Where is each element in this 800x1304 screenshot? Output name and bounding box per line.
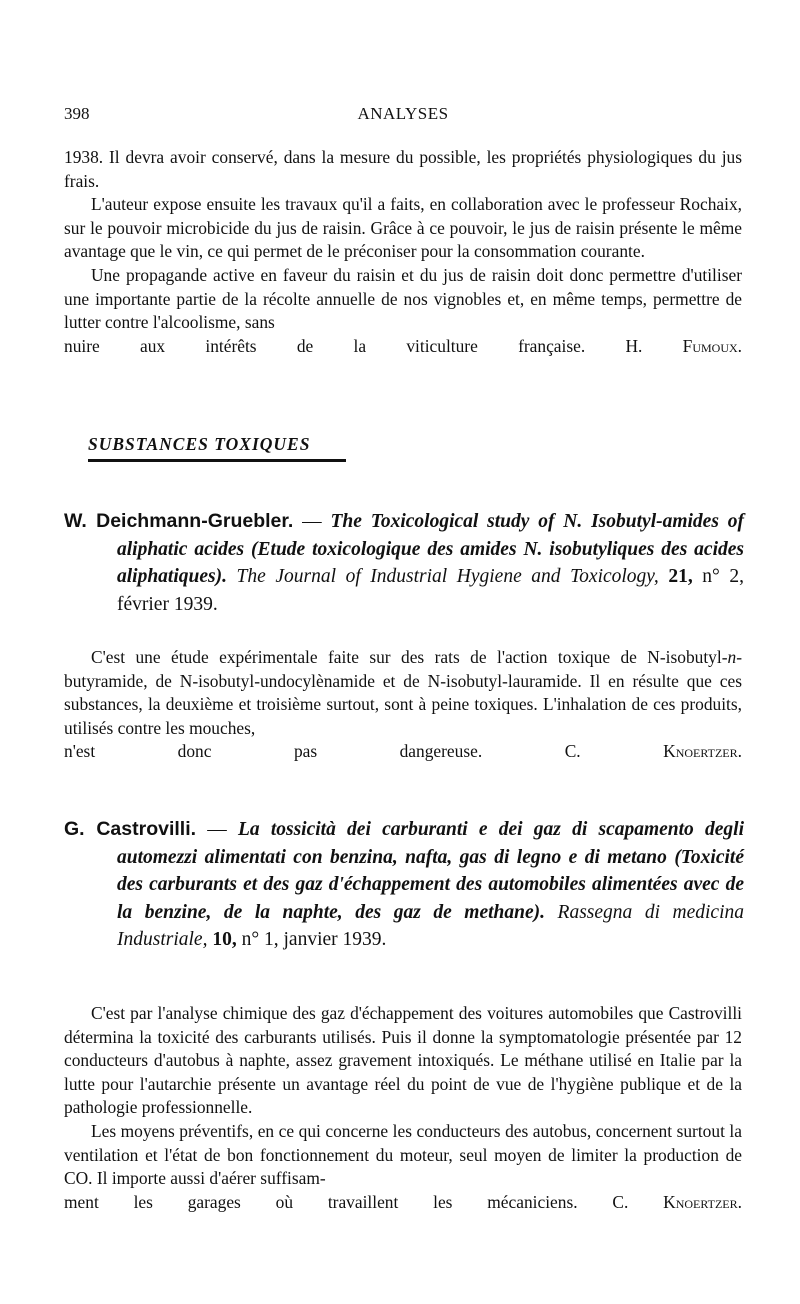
reference-author: G. Castrovilli. [64, 818, 197, 840]
abstract-castrovilli [64, 1002, 742, 1214]
abstract-text-part-1: C'est une étude expérimentale faite sur des rats de l'action toxique de N-isobutyl- [91, 647, 728, 667]
signature-knoertzer-2: C. Knoertzer. [612, 1191, 742, 1212]
abstract-signature-line [64, 740, 742, 764]
abstract-last-line: ment les garages où travaillent les mécaniciens. [64, 1191, 578, 1212]
reference-issue: n° 1, janvier 1939. [236, 929, 387, 950]
running-header [64, 104, 742, 128]
reference-issue: n° 2, février 1939. [117, 566, 744, 615]
reference-author: W. Deichmann-Gruebler. [64, 510, 294, 532]
abstract-italic-n: n [727, 647, 737, 667]
intro-paragraph-1: 1938. Il devra avoir conservé, dans la mesure du possible, les propriétés physiologiques du jus frais. [64, 147, 742, 191]
reference-title: La tossicità dei carburanti e dei gaz di scapamento degli automezzi alimentati con benzina, nafta, gas di legno e di metano (Toxicité des carburants et des gaz d'échappement des automobiles alimentées avec de la benzine, de la naphte, des gaz de methane). [117, 819, 745, 923]
intro-paragraph-2: L'auteur expose ensuite les travaux qu'il a faits, en collaboration avec le professeur Rochaix, sur le pouvoir microbicide du jus de raisin. Grâce à ce pouvoir, le jus de raisin présente le même avantage que le vin, ce qui permet de le préconiser pour la consommation courante. [64, 194, 742, 262]
intro-last-line: nuire aux intérêts de la viticulture française. [64, 335, 586, 356]
reference-dash: — [196, 819, 238, 840]
signature-knoertzer-1: C. Knoertzer. [564, 741, 742, 762]
reference-journal: The Journal of Industrial Hygiene and Toxicology, [226, 566, 659, 587]
reference-castrovilli [64, 816, 744, 954]
reference-deichmann [64, 508, 744, 618]
page-number: 398 [64, 104, 90, 123]
abstract-deichmann [64, 646, 742, 764]
abstract-last-line: n'est donc pas dangereuse. [64, 741, 483, 762]
abstract-paragraph [64, 646, 742, 740]
reference-citation [64, 508, 744, 618]
section-heading: SUBSTANCES TOXIQUES [88, 434, 346, 462]
reference-citation [64, 816, 744, 954]
abstract-paragraph-2: Les moyens préventifs, en ce qui concerne les conducteurs des autobus, concernent surtout la ventilation et l'état de bon fonctionnement du moteur, seul moyen de limiter la production de CO. Il importe aussi d'aérer suffisam- [64, 1120, 742, 1189]
intro-paragraph-3: Une propagande active en faveur du raisin et du jus de raisin doit donc permettre d'utiliser une importante partie de la récolte annuelle de nos vignobles et, en même temps, permettre de lutter contre l'alcoolisme, sans [64, 264, 742, 333]
reference-title: The Toxicological study of N. Isobutyl-amides of aliphatic acides (Etude toxicologique des amides N. isobutyliques des acides aliphatiques). [117, 511, 744, 587]
abstract-text-part-2: -butyramide, de N-isobutyl-undocylènamide et de N-isobutyl-lauramide. Il en résulte que ces substances, la deuxième et troisième surtout, sont à peine toxiques. L'inhalation de ces produits, utilisés contre les mouches, [64, 647, 742, 738]
abstract-signature-line [64, 1191, 742, 1215]
intro-signature-line [64, 335, 742, 359]
reference-dash: — [293, 511, 331, 532]
page-header-title: ANALYSES [357, 104, 449, 123]
reference-volume: 21, [658, 566, 693, 587]
reference-journal: Rassegna di medicina Industriale, [117, 901, 744, 950]
abstract-paragraph-1: C'est par l'analyse chimique des gaz d'échappement des voitures automobiles que Castrovilli détermina la toxicité des carburants utilisés. Puis il donne la symptomatologie présentée par 12 conducteurs d'autobus à naphte, assez gravement intoxiqués. Le méthane utilisé en Italie par la lutte pour l'autarchie présente un avantage réel du point de vue de l'hygiène publique et de la pathologie professionnelle. [64, 1003, 742, 1118]
signature-fumoux: H. Fumoux. [625, 335, 742, 356]
reference-volume: 10, [207, 929, 237, 950]
intro-text [64, 146, 742, 358]
